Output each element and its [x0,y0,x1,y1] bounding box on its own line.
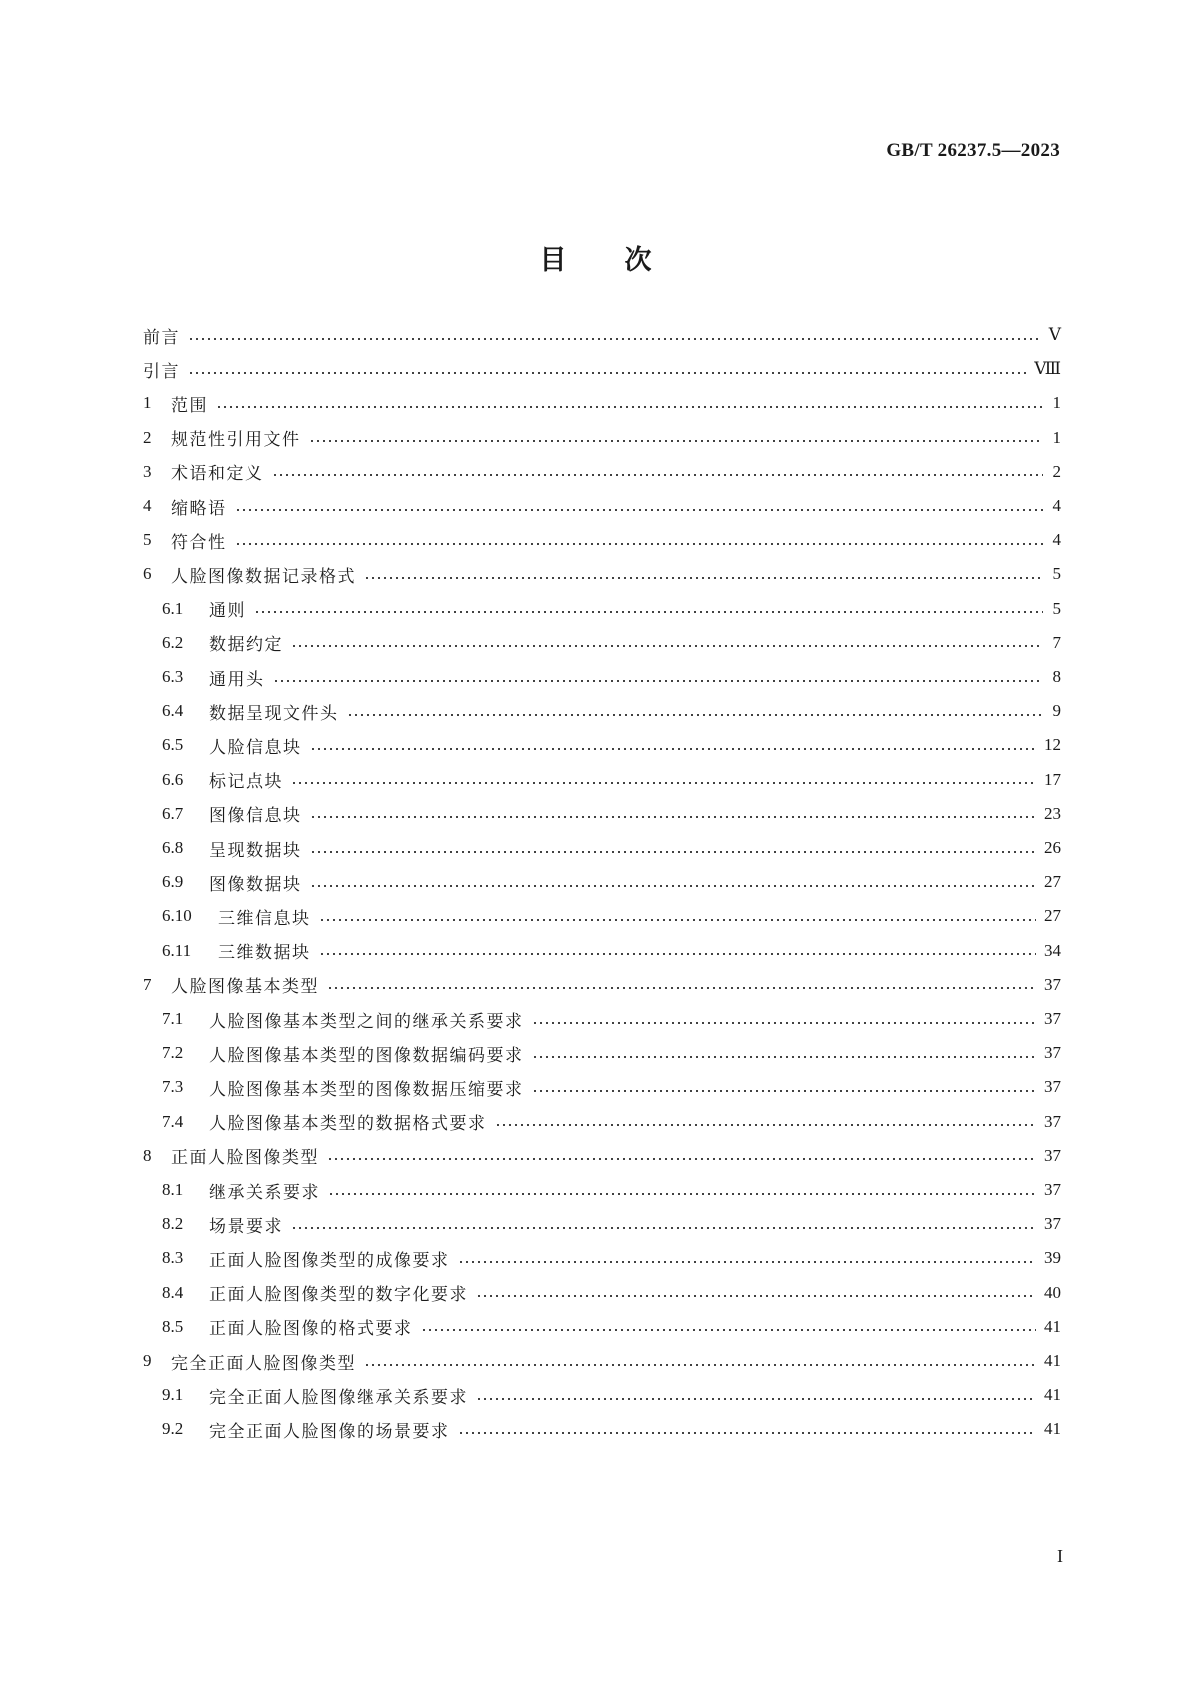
toc-entry-page: 37 [1044,1077,1061,1097]
toc-entry-title: 完全正面人脸图像继承关系要求 [209,1387,468,1408]
toc-entry-number: 7.4 [162,1111,184,1131]
toc-leader-dots [328,1193,1036,1195]
toc-entry-title: 人脸图像数据记录格式 [171,566,356,587]
toc-entry-title: 图像信息块 [209,806,302,827]
toc-entry[interactable] [143,727,1061,763]
toc-leader-dots [319,919,1037,921]
toc-entry-page: 41 [1044,1351,1061,1370]
toc-entry-page: Ⅴ [1048,325,1061,344]
toc-leader-dots [310,885,1037,887]
toc-entry-page: 37 [1044,1111,1061,1131]
toc-entry[interactable] [143,1275,1061,1311]
toc-entry[interactable] [143,796,1061,832]
toc-entry-number: 7.2 [162,1043,184,1063]
toc-leader-dots [327,1158,1036,1160]
toc-leader-dots [495,1124,1037,1126]
toc-entry-number: 6.5 [162,735,184,755]
toc-entry-number: 6.8 [162,838,184,857]
toc-entry-page: 23 [1044,803,1061,823]
toc-entry[interactable] [143,1411,1061,1447]
toc-entry-page: 37 [1044,1009,1061,1028]
toc-entry-title: 正面人脸图像的格式要求 [209,1319,413,1340]
toc-entry-title: 术语和定义 [171,464,264,485]
toc-entry-page: 9 [1052,701,1061,721]
toc-entry[interactable] [143,1377,1061,1413]
toc-leader-dots [319,953,1037,955]
toc-entry-number: 1 [143,393,152,413]
toc-leader-dots [310,748,1037,750]
toc-entry-title: 人脸图像基本类型之间的继承关系要求 [209,1011,524,1032]
toc-entry-number: 6.9 [162,872,184,892]
toc-entry-number: 6.7 [162,803,184,823]
toc-entry-page: 40 [1044,1282,1061,1302]
toc-entry-page: 27 [1044,906,1061,926]
toc-leader-dots [347,714,1044,716]
toc-entry[interactable] [143,1069,1061,1105]
toc-entry-title: 前言 [143,327,180,348]
toc-entry-number: 8 [143,1145,152,1165]
toc-leader-dots [458,1261,1037,1263]
toc-entry[interactable] [143,693,1061,729]
toc-entry[interactable] [143,522,1061,558]
toc-entry-number: 8.3 [162,1248,184,1268]
toc-entry-title: 完全正面人脸图像类型 [171,1353,356,1374]
toc-leader-dots [310,816,1037,818]
toc-entry-number: 7.3 [162,1077,184,1097]
toc-entry-page: 41 [1044,1385,1061,1405]
toc-entry-number: 6.6 [162,769,184,789]
toc-entry[interactable] [143,1206,1061,1242]
toc-leader-dots [364,577,1043,579]
toc-entry[interactable] [143,1104,1061,1140]
toc-entry-page: 41 [1044,1419,1061,1439]
toc-leader-dots [235,509,1044,511]
toc-entry-title: 通用头 [209,669,265,690]
toc-entry[interactable] [143,1138,1061,1174]
toc-entry-number: 4 [143,496,152,515]
toc-leader-dots [216,406,1043,408]
toc-entry-title: 正面人脸图像类型 [171,1148,319,1169]
toc-entry-title: 范围 [171,395,208,416]
toc-entry-page: 26 [1044,838,1061,857]
toc-entry-page: 34 [1044,940,1061,960]
toc-entry-title: 人脸图像基本类型 [171,977,319,998]
page-title: 目次 [539,245,710,276]
toc-entry[interactable] [143,351,1061,387]
toc-leader-dots [309,440,1044,442]
toc-leader-dots [235,543,1044,545]
toc-entry-title: 数据呈现文件头 [209,703,339,724]
toc-entry-page: 39 [1044,1248,1061,1268]
toc-entry[interactable] [143,556,1061,592]
toc-entry[interactable] [143,1172,1061,1208]
toc-entry-page: 12 [1044,735,1061,755]
toc-entry[interactable] [143,864,1061,900]
toc-entry-number: 8.2 [162,1214,184,1234]
toc-entry-title: 呈现数据块 [209,840,302,861]
toc-leader-dots [291,782,1036,784]
toc-leader-dots [291,1227,1036,1229]
toc-entry[interactable] [143,1343,1061,1379]
toc-entry-title: 引言 [143,361,180,382]
toc-entry-number: 7.1 [162,1009,184,1028]
toc-leader-dots [476,1295,1036,1297]
toc-entry-page: 17 [1044,769,1061,789]
toc-entry-number: 3 [143,461,152,481]
toc-entry-number: 6 [143,564,152,584]
toc-leader-dots [532,1022,1037,1024]
toc-entry-number: 6.11 [162,940,192,960]
toc-leader-dots [310,851,1037,853]
toc-entry-page: 7 [1052,632,1061,652]
toc-entry[interactable] [143,1035,1061,1071]
toc-entry-page: 5 [1052,598,1061,618]
toc-leader-dots [364,1364,1036,1366]
toc-entry[interactable] [143,317,1061,353]
toc-entry-title: 人脸图像基本类型的图像数据压缩要求 [209,1079,524,1100]
toc-entry-page: 37 [1044,974,1061,994]
toc-entry-title: 人脸信息块 [209,737,302,758]
toc-entry-page: 37 [1044,1214,1061,1234]
toc-leader-dots [476,1398,1036,1400]
toc-entry-title: 继承关系要求 [209,1182,320,1203]
toc-entry-number: 7 [143,974,152,994]
toc-entry-title: 规范性引用文件 [171,430,301,451]
toc-leader-dots [532,1056,1037,1058]
toc-leader-dots [327,987,1036,989]
toc-entry-number: 6.1 [162,598,184,618]
toc-entry-title: 通则 [209,601,246,622]
toc-entry-page: 37 [1044,1043,1061,1063]
toc-entry-title: 图像数据块 [209,874,302,895]
toc-entry-number: 2 [143,427,152,447]
toc-entry-number: 6.10 [162,906,192,926]
toc-entry-title: 完全正面人脸图像的场景要求 [209,1421,450,1442]
page-number: I [1057,1546,1063,1566]
toc-entry-title: 人脸图像基本类型的图像数据编码要求 [209,1045,524,1066]
toc-entry-title: 人脸图像基本类型的数据格式要求 [209,1114,487,1135]
toc-entry-page: 2 [1052,461,1061,481]
toc-entry-title: 标记点块 [209,772,283,793]
toc-entry[interactable] [143,933,1061,969]
toc-entry[interactable] [143,898,1061,934]
toc-entry-page: 1 [1052,427,1061,447]
toc-entry-page: 27 [1044,872,1061,892]
toc-entry-number: 5 [143,530,152,550]
toc-leader-dots [272,474,1044,476]
toc-entry-page: 4 [1052,530,1061,550]
toc-entry[interactable] [143,625,1061,661]
toc-leader-dots [188,338,1041,340]
toc-entry[interactable] [143,1240,1061,1276]
toc-entry-number: 6.2 [162,632,184,652]
toc-entry-title: 缩略语 [171,498,227,519]
toc-entry-number: 8.4 [162,1282,184,1302]
standard-code: GB/T 26237.5—2023 [886,140,1060,161]
toc-entry-number: 8.5 [162,1316,184,1336]
toc-entry-page: 5 [1052,564,1061,584]
toc-leader-dots [254,611,1043,613]
toc-entry-title: 三维信息块 [218,908,311,929]
toc-entry-page: 41 [1044,1316,1061,1336]
toc-entry-title: 数据约定 [209,635,283,656]
toc-leader-dots [421,1329,1037,1331]
toc-entry[interactable] [143,591,1061,627]
toc-entry-title: 正面人脸图像类型的数字化要求 [209,1285,468,1306]
toc-entry-number: 9 [143,1351,152,1370]
toc-entry-number: 6.4 [162,701,184,721]
toc-entry[interactable] [143,830,1061,866]
toc-entry[interactable] [143,454,1061,490]
toc-entry-title: 场景要求 [209,1216,283,1237]
toc-entry-number: 9.1 [162,1385,184,1405]
toc-entry[interactable] [143,488,1061,524]
toc-leader-dots [458,1432,1037,1434]
toc-entry-number: 9.2 [162,1419,184,1439]
toc-entry-page: 4 [1052,496,1061,515]
toc-entry-title: 符合性 [171,532,227,553]
toc-entry-page: 8 [1052,667,1061,686]
toc-entry[interactable] [143,1001,1061,1037]
toc-entry[interactable] [143,762,1061,798]
toc-entry-title: 正面人脸图像类型的成像要求 [209,1250,450,1271]
toc-entry[interactable] [143,385,1061,421]
toc-entry-page: Ⅷ [1034,359,1061,379]
toc-entry[interactable] [143,420,1061,456]
toc-leader-dots [532,1090,1037,1092]
toc-entry[interactable] [143,659,1061,695]
toc-entry-page: 37 [1044,1180,1061,1199]
toc-entry[interactable] [143,967,1061,1003]
toc-leader-dots [188,372,1026,374]
toc-entry[interactable] [143,1309,1061,1345]
toc-leader-dots [273,680,1044,682]
toc-entry-page: 1 [1052,393,1061,413]
toc-entry-title: 三维数据块 [218,943,311,964]
toc-entry-number: 8.1 [162,1180,184,1199]
toc-entry-page: 37 [1044,1145,1061,1165]
toc-entry-number: 6.3 [162,667,184,686]
toc-leader-dots [291,645,1043,647]
